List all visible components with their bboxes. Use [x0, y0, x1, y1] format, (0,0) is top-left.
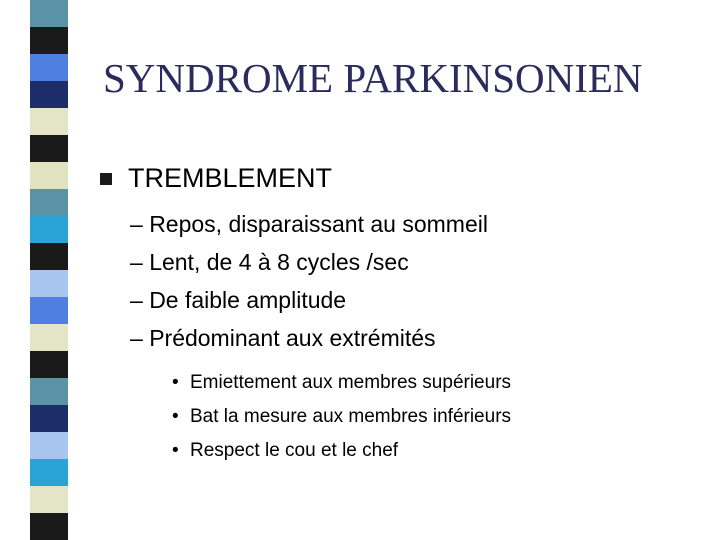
dot-marker: • — [172, 406, 179, 427]
sub-bullet-item — [130, 205, 488, 243]
decorative-strip-segment — [30, 405, 68, 432]
sub-sub-bullet-text: Emiettement aux membres supérieurs — [190, 372, 512, 393]
sub-sub-bullet-text: Respect le cou et le chef — [190, 440, 399, 461]
dash-marker: – — [130, 325, 143, 351]
decorative-strip-segment — [30, 351, 68, 378]
decorative-strip — [30, 0, 68, 540]
decorative-strip-segment — [30, 378, 68, 405]
decorative-strip-segment — [30, 297, 68, 324]
decorative-strip-segment — [30, 81, 68, 108]
dash-marker: – — [130, 249, 143, 275]
square-bullet-icon — [100, 173, 112, 185]
dash-marker: – — [130, 287, 143, 313]
decorative-strip-segment — [30, 243, 68, 270]
main-bullet — [100, 163, 332, 194]
main-bullet-text: TREMBLEMENT — [128, 163, 333, 193]
sub-bullet-text: Repos, disparaissant au sommeil — [149, 211, 488, 237]
sub-bullet-text: Lent, de 4 à 8 cycles /sec — [149, 249, 409, 275]
decorative-strip-segment — [30, 162, 68, 189]
decorative-strip-segment — [30, 189, 68, 216]
decorative-strip-segment — [30, 513, 68, 540]
sub-sub-bullet-item — [172, 366, 511, 400]
sub-sub-bullet-text: Bat la mesure aux membres inférieurs — [190, 406, 512, 427]
decorative-strip-segment — [30, 270, 68, 297]
sub-sub-bullet-list — [172, 366, 511, 468]
decorative-strip-segment — [30, 108, 68, 135]
dash-marker: – — [130, 211, 143, 237]
decorative-strip-segment — [30, 432, 68, 459]
decorative-strip-segment — [30, 27, 68, 54]
decorative-strip-segment — [30, 135, 68, 162]
sub-sub-bullet-item — [172, 400, 511, 434]
sub-bullet-item — [130, 243, 488, 281]
decorative-strip-segment — [30, 0, 68, 27]
slide-title: SYNDROME PARKINSONIEN — [103, 55, 643, 101]
decorative-strip-segment — [30, 216, 68, 243]
decorative-strip-segment — [30, 324, 68, 351]
sub-bullet-list — [130, 205, 488, 357]
sub-sub-bullet-item — [172, 434, 511, 468]
sub-bullet-item — [130, 319, 488, 357]
decorative-strip-segment — [30, 54, 68, 81]
decorative-strip-segment — [30, 459, 68, 486]
sub-bullet-item — [130, 281, 488, 319]
decorative-strip-segment — [30, 486, 68, 513]
dot-marker: • — [172, 372, 179, 393]
sub-bullet-text: Prédominant aux extrémités — [149, 325, 436, 351]
dot-marker: • — [172, 440, 179, 461]
sub-bullet-text: De faible amplitude — [149, 287, 347, 313]
